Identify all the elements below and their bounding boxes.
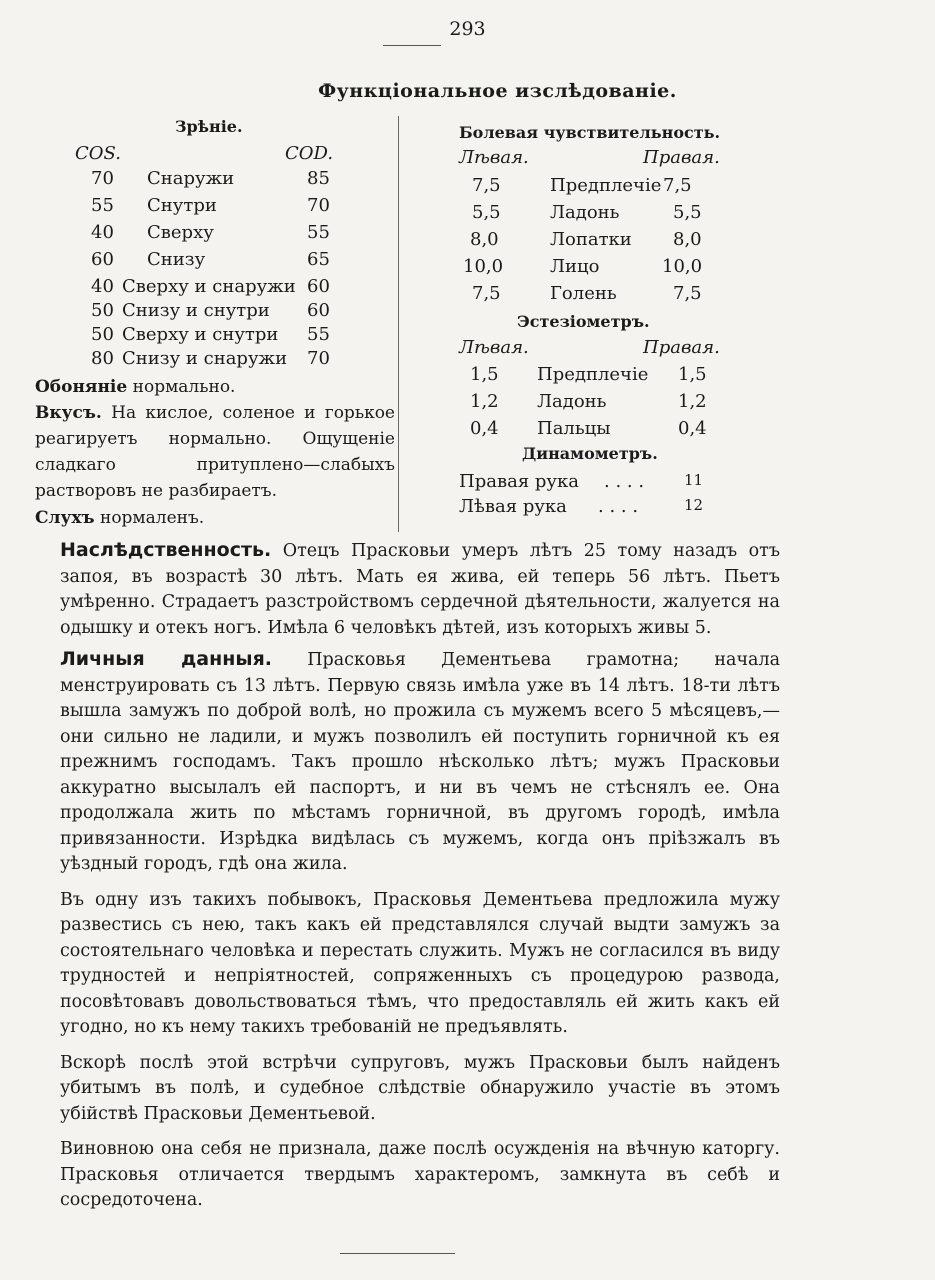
- taste-text: На кислое, соленое и горькое реагируетъ нормально. Ощущеніе сладкаго притуплено—слабыхъ растворовъ не разбираетъ.: [35, 403, 395, 501]
- page-number: 293: [449, 18, 486, 40]
- vision-row-left: 55: [91, 195, 114, 216]
- vision-row-right: 55: [307, 324, 330, 345]
- vision-row-right: 60: [307, 276, 330, 297]
- pain-row-left: 5,5: [472, 202, 501, 223]
- section-title-text: Функціональное изслѣдованіе.: [318, 80, 677, 102]
- dynamometer-row-dots: . . . .: [604, 471, 645, 492]
- esthesiometer-title: Эстезіометръ.: [517, 312, 650, 331]
- hearing-label: Слухъ: [35, 508, 95, 528]
- pain-row-label: Голень: [550, 283, 617, 304]
- pain-row-label: Лопатки: [550, 229, 632, 250]
- paragraph: Виновною она себя не признала, даже послѣ осужденія на вѣчную каторгу. Прасковья отличается твердымъ характеромъ, замкнута въ себѣ и сосредоточена.: [60, 1139, 780, 1210]
- esthesiometer-row-left: 1,2: [470, 391, 499, 412]
- esthesiometer-row-right: 0,4: [678, 418, 707, 439]
- pain-row-left: 7,5: [472, 283, 501, 304]
- section-title: [0, 80, 800, 102]
- pain-row-right: 7,5: [663, 175, 692, 196]
- pain-row-right: 7,5: [673, 283, 702, 304]
- taste-paragraph: [35, 400, 395, 504]
- esthesiometer-row-label: Предплечіе: [537, 364, 649, 385]
- pain-row-label: Предплечіе: [550, 175, 662, 196]
- vision-row-right: 70: [307, 195, 330, 216]
- vision-row-label: Снаружи: [147, 168, 235, 189]
- pain-row-left: 8,0: [470, 229, 499, 250]
- vision-row-right: 55: [307, 222, 330, 243]
- pain-row-right: 8,0: [673, 229, 702, 250]
- vision-row-label: Сверху и снаружи: [122, 276, 296, 297]
- smell-text: нормально.: [127, 377, 236, 397]
- esthesiometer-left-header: Лѣвая.: [459, 337, 529, 358]
- smell-label: Обоняніе: [35, 377, 128, 397]
- vision-row-right: 65: [307, 249, 330, 270]
- esthesiometer-row-left: 0,4: [470, 418, 499, 439]
- top-rule: [383, 45, 441, 46]
- esthesiometer-row-right: 1,5: [678, 364, 707, 385]
- personal-paragraph: [60, 647, 780, 878]
- vision-row-left: 60: [91, 249, 114, 270]
- pain-row-right: 10,0: [662, 256, 703, 277]
- vision-right-header: COD.: [285, 143, 334, 164]
- bottom-rule: [340, 1253, 455, 1254]
- vision-left-header: COS.: [75, 143, 121, 164]
- esthesiometer-right-header: Правая.: [643, 337, 720, 358]
- esthesiometer-row-label: Ладонь: [537, 391, 607, 412]
- hearing-text: нормаленъ.: [94, 508, 205, 528]
- vision-row-label: Снизу: [147, 249, 206, 270]
- hearing-paragraph: [35, 505, 395, 531]
- dynamometer-row-label: Правая рука: [459, 471, 579, 492]
- dynamometer-title: Динамометръ.: [522, 444, 658, 463]
- paragraph: Вскорѣ послѣ этой встрѣчи супруговъ, мужъ Прасковьи былъ найденъ убитымъ въ полѣ, и судебное слѣдствіе обнаружило участіе въ этомъ убійствѣ Прасковьи Дементьевой.: [60, 1052, 780, 1124]
- vision-row-label: Сверху и снутри: [122, 324, 279, 345]
- vision-row-left: 80: [91, 348, 114, 369]
- personal-lead: Личныя данныя.: [60, 648, 272, 670]
- pain-row-right: 5,5: [673, 202, 702, 223]
- heredity-text: Отецъ Прасковьи умеръ лѣтъ 25 тому назадъ отъ запоя, въ возрастѣ 30 лѣтъ. Мать ея жива, ей теперь 56 лѣтъ. Пьетъ умѣренно. Страдаетъ разстройствомъ сердечной дѣятельности, жалуется на одышку и отекъ ногъ. Имѣла 6 человѣкъ дѣтей, изъ которыхъ живы 5.: [60, 541, 780, 638]
- esthesiometer-row-label: Пальцы: [537, 418, 611, 439]
- heredity-lead: Наслѣдственность.: [60, 539, 272, 561]
- vision-row-left: 50: [91, 324, 114, 345]
- paragraph: Въ одну изъ такихъ побывокъ, Прасковья Дементьева предложила мужу развестись съ нею, такъ какъ ей представлялся случай выдти замужъ за состоятельнаго человѣка и перестать служить. Мужъ не согласился въ виду трудностей и непріятностей, сопряженныхъ съ процедурою развода, посовѣтовавъ довольствоваться тѣмъ, что предоставляль ей жить какъ ей угодно, но къ нему такихъ требованій не предъявлять.: [60, 889, 780, 1037]
- column-divider: [398, 116, 399, 532]
- dynamometer-row-label: Лѣвая рука: [459, 496, 567, 517]
- pain-right-header: Правая.: [643, 147, 720, 168]
- heredity-paragraph: [60, 538, 780, 641]
- vision-row-label: Снизу и снутри: [122, 300, 270, 321]
- dynamometer-row-value: 11: [684, 471, 704, 489]
- esthesiometer-row-right: 1,2: [678, 391, 707, 412]
- vision-row-right: 70: [307, 348, 330, 369]
- vision-title: Зрѣніе.: [175, 117, 243, 136]
- vision-row-right: 85: [307, 168, 330, 189]
- pain-row-label: Лицо: [550, 256, 600, 277]
- vision-row-left: 40: [91, 222, 114, 243]
- pain-row-label: Ладонь: [550, 202, 620, 223]
- taste-label: Вкусъ.: [35, 403, 102, 423]
- dynamometer-row-value: 12: [684, 496, 704, 514]
- vision-row-left: 40: [91, 276, 114, 297]
- pain-row-left: 7,5: [472, 175, 501, 196]
- body-text: [60, 538, 780, 1214]
- vision-row-label: Снутри: [147, 195, 217, 216]
- vision-row-left: 70: [91, 168, 114, 189]
- pain-row-left: 10,0: [463, 256, 504, 277]
- esthesiometer-row-left: 1,5: [470, 364, 499, 385]
- vision-row-left: 50: [91, 300, 114, 321]
- vision-row-label: Снизу и снаружи: [122, 348, 288, 369]
- personal-text: Прасковья Дементьева грамотна; начала менструировать съ 13 лѣтъ. Первую связь имѣла уже въ 14 лѣтъ. 18-ти лѣтъ вышла замужъ по доброй волѣ, но прожила съ мужемъ всего 5 мѣсяцевъ,—они сильно не ладили, и мужъ позволилъ ей поступить горничной къ ея прежнимъ господамъ. Такъ прошло нѣсколько лѣтъ; мужъ Прасковьи аккуратно высылалъ ей паспортъ, и ни въ чемъ не стѣснялъ ее. Она продолжала жить по мѣстамъ горничной, въ другомъ городѣ, имѣла привязанности. Изрѣдка видѣлась съ мужемъ, когда онъ пріѣзжалъ въ уѣздный городъ, гдѣ она жила.: [60, 650, 781, 874]
- vision-row-right: 60: [307, 300, 330, 321]
- vision-row-label: Сверху: [147, 222, 214, 243]
- dynamometer-row-dots: . . . .: [598, 496, 639, 517]
- smell-paragraph: [35, 374, 395, 400]
- pain-left-header: Лѣвая.: [459, 147, 529, 168]
- pain-title: Болевая чувствительность.: [459, 123, 721, 142]
